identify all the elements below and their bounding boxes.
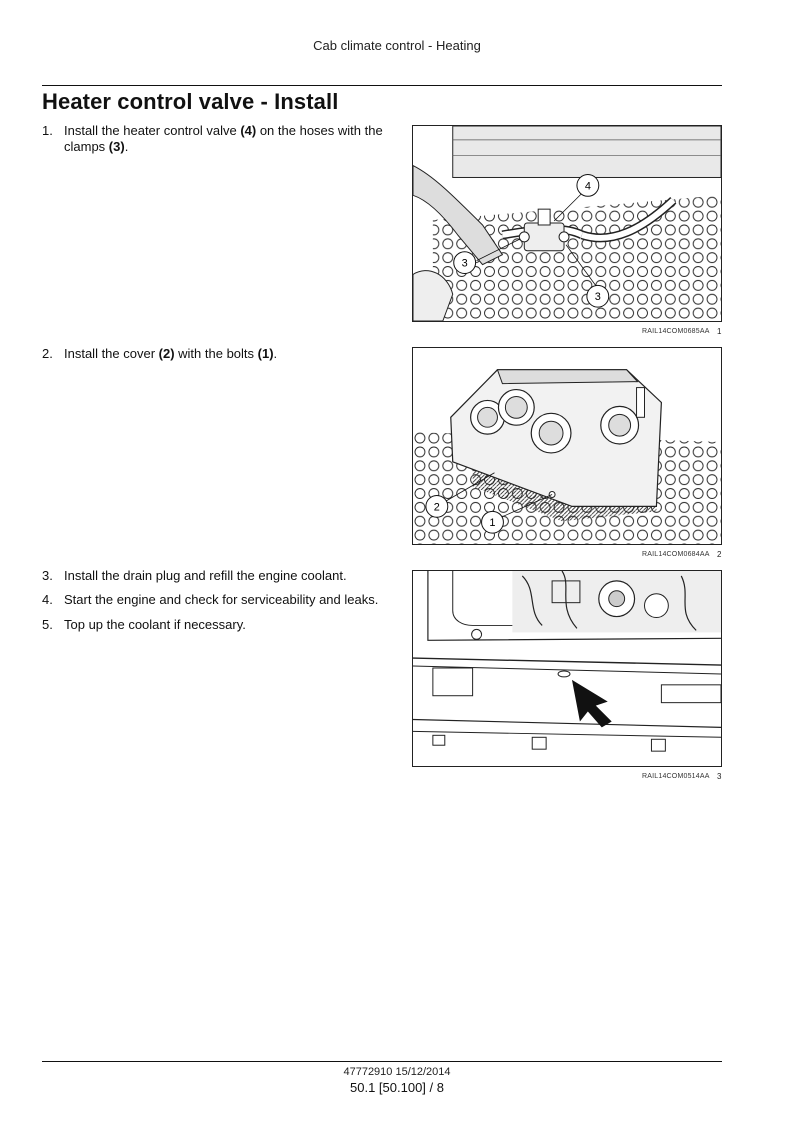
step-2 xyxy=(42,346,387,362)
figure-1-illustration xyxy=(412,125,722,322)
callout-3-right: 3 xyxy=(594,291,601,304)
step-4 xyxy=(42,592,387,608)
engine-drain-plug-drawing xyxy=(413,571,721,766)
callout-2: 2 xyxy=(433,501,440,514)
step-text: Install the cover (2) with the bolts (1). xyxy=(64,346,278,361)
step-1 xyxy=(42,123,387,155)
figure-1-code: RAIL14COM0685AA xyxy=(642,328,710,335)
page-title: Heater control valve - Install xyxy=(42,89,339,114)
figure-2-number: 2 xyxy=(717,550,722,559)
figure-3-illustration xyxy=(412,570,722,767)
figure-1-number: 1 xyxy=(717,327,722,336)
footer-divider xyxy=(42,1061,722,1062)
running-header: Cab climate control - Heating xyxy=(313,38,481,53)
step-number: 5. xyxy=(42,617,53,632)
heater-valve-hoses-drawing xyxy=(413,126,721,321)
step-number: 2. xyxy=(42,346,53,361)
heater-cover-drawing xyxy=(413,348,721,544)
figure-3-code: RAIL14COM0514AA xyxy=(642,773,710,780)
step-3 xyxy=(42,568,387,584)
step-text: Top up the coolant if necessary. xyxy=(64,617,246,632)
callout-3-left: 3 xyxy=(461,257,468,270)
step-number: 1. xyxy=(42,123,53,138)
figure-2-code: RAIL14COM0684AA xyxy=(642,551,710,558)
step-text: Install the drain plug and refill the engine coolant. xyxy=(64,568,347,583)
footer-page-reference: 50.1 [50.100] / 8 xyxy=(350,1080,444,1095)
figure-3-number: 3 xyxy=(717,772,722,781)
step-number: 4. xyxy=(42,592,53,607)
callout-1: 1 xyxy=(489,517,496,530)
step-number: 3. xyxy=(42,568,53,583)
step-text: Install the heater control valve (4) on the hoses with the clamps (3). xyxy=(64,123,383,154)
footer-document-reference: 47772910 15/12/2014 xyxy=(343,1066,451,1078)
step-5 xyxy=(42,617,387,633)
figure-2-illustration xyxy=(412,347,722,545)
title-divider xyxy=(42,85,722,86)
step-text: Start the engine and check for serviceability and leaks. xyxy=(64,592,379,607)
callout-4: 4 xyxy=(584,180,591,193)
